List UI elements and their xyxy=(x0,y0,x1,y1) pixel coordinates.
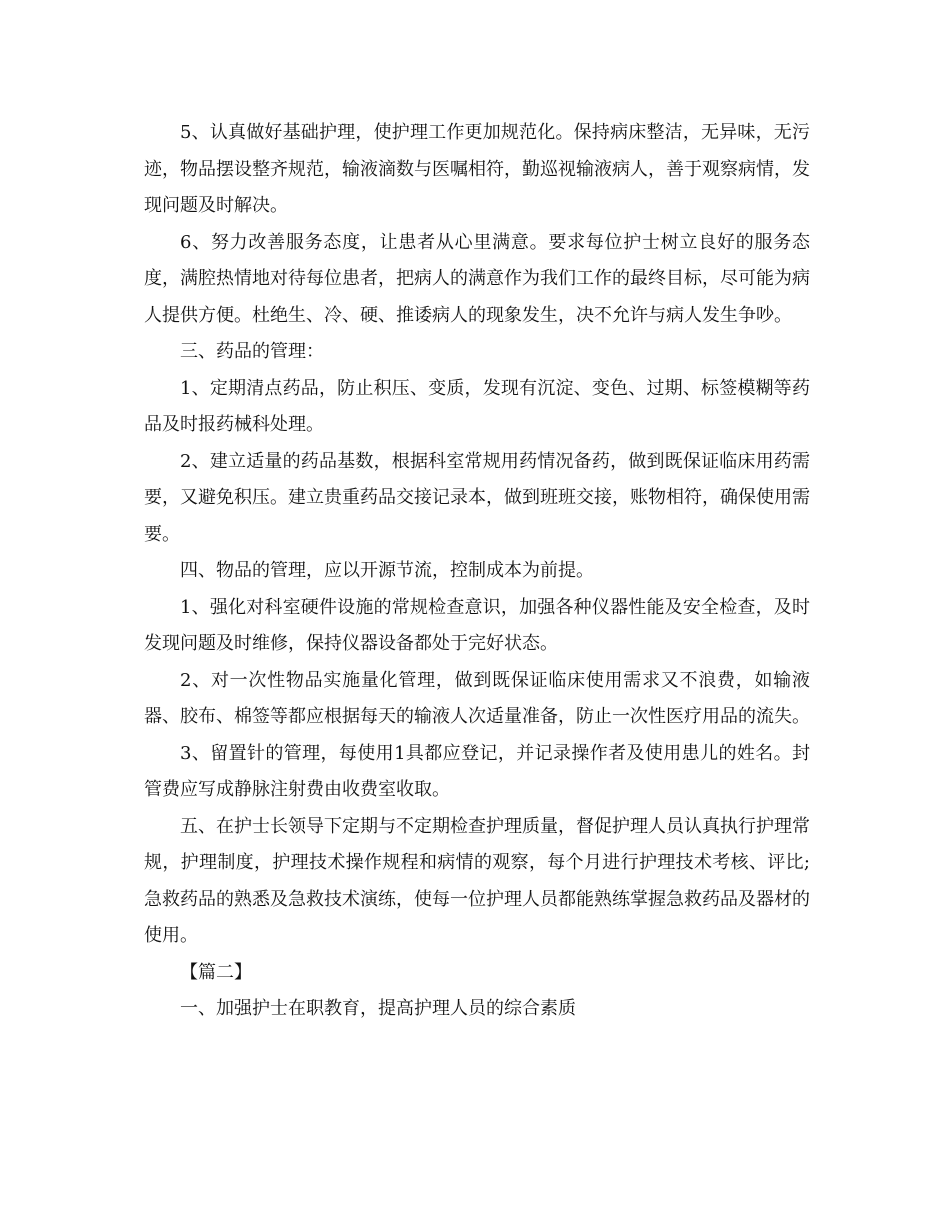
document-body xyxy=(144,115,810,1028)
paragraph-indwelling-needle: 3、留置针的管理，每使用1具都应登记，并记录操作者及使用患儿的姓名。封管费应写成静脉注射费由收费室收取。 xyxy=(144,742,810,800)
paragraph-equipment-inspection: 1、强化对科室硬件设施的常规检查意识，加强各种仪器性能及安全检查，及时发现问题及时维修，保持仪器设备都处于完好状态。 xyxy=(144,596,810,654)
paragraph-disposables: 2、对一次性物品实施量化管理，做到既保证临床使用需求又不浪费，如输液器、胶布、棉签等都应根据每天的输液人次适量准备，防止一次性医疗用品的流失。 xyxy=(144,669,810,727)
heading-supplies-management: 四、物品的管理，应以开源节流，控制成本为前提。 xyxy=(180,560,594,581)
paragraph-quality-inspection: 五、在护士长领导下定期与不定期检查护理质量，督促护理人员认真执行护理常规，护理制度，护理技术操作规程和病情的观察，每个月进行护理技术考核、评比;急救药品的熟悉及急救技术演练，使每一位护理人员都能熟练掌握急救药品及器材的使用。 xyxy=(144,815,810,946)
paragraph-basic-nursing: 5、认真做好基础护理，使护理工作更加规范化。保持病床整洁，无异味，无污迹，物品摆设整齐规范，输液滴数与医嘱相符，勤巡视输液病人，善于观察病情，发现问题及时解决。 xyxy=(144,122,810,216)
section-heading-part-two: 【篇二】 xyxy=(180,961,252,983)
heading-drug-management: 三、药品的管理： xyxy=(180,341,324,362)
paragraph-service-attitude: 6、努力改善服务态度，让患者从心里满意。要求每位护士树立良好的服务态度，满腔热情地对待每位患者，把病人的满意作为我们工作的最终目标，尽可能为病人提供方便。杜绝生、冷、硬、推诿病人的现象发生，决不允许与病人发生争吵。 xyxy=(144,231,810,326)
heading-nurse-education: 一、加强护士在职教育，提高护理人员的综合素质 xyxy=(180,998,576,1019)
paragraph-drug-inventory: 1、定期清点药品，防止积压、变质，发现有沉淀、变色、过期、标签模糊等药品及时报药械科处理。 xyxy=(144,377,810,435)
paragraph-drug-base-stock: 2、建立适量的药品基数，根据科室常规用药情况备药，做到既保证临床用药需要，又避免积压。建立贵重药品交接记录本，做到班班交接，账物相符，确保使用需要。 xyxy=(144,450,810,545)
